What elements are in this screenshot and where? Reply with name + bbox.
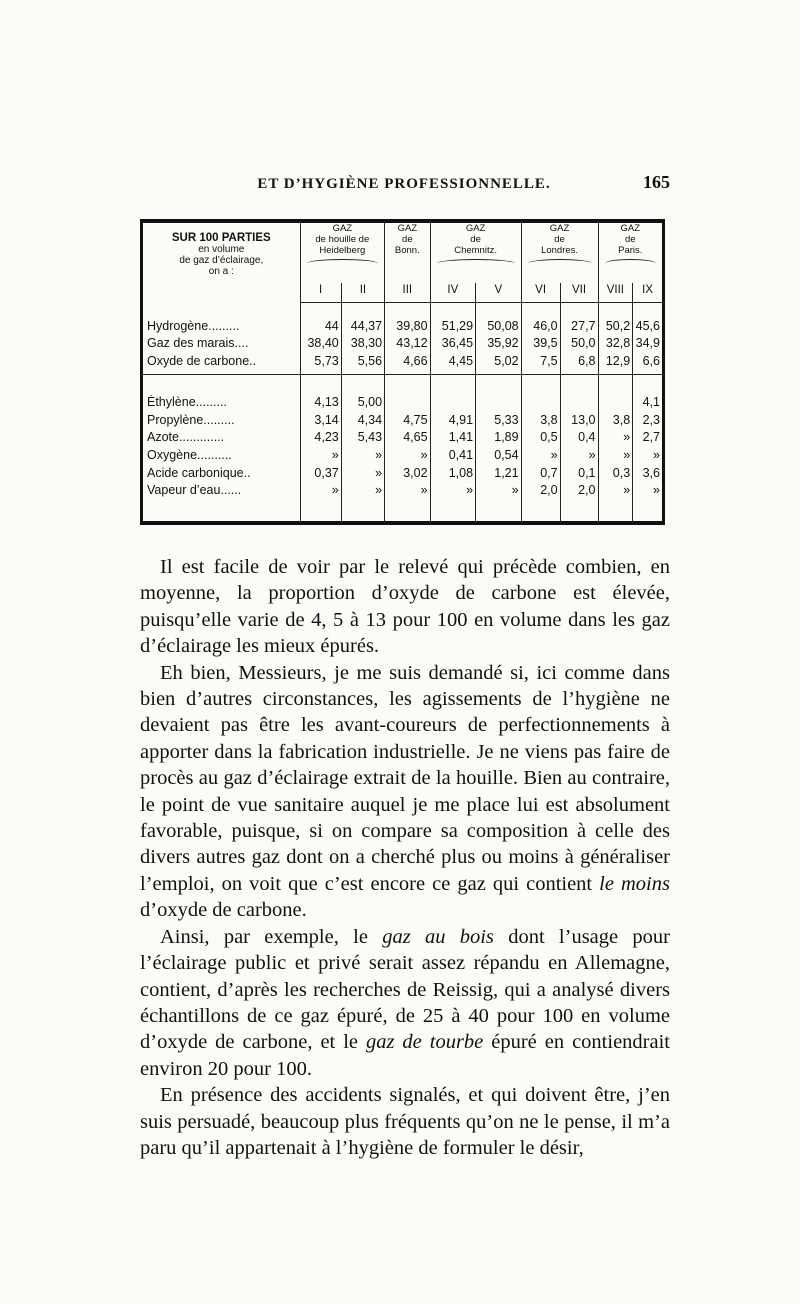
paragraph [140,1082,670,1161]
row-label: Oxygène.......... [147,448,232,462]
table-cell: 5,00 [341,395,384,413]
table-cell: 4,13 [300,395,341,413]
table-corner-heading [143,223,300,302]
group-name-line: GAZ [620,223,641,234]
table-cell: 51,29 [430,319,476,337]
table-cell: 50,08 [476,319,522,337]
table-cell: » [560,448,598,466]
table-cell [560,395,598,413]
row-label: Oxyde de carbone.. [147,353,257,368]
table-spacer [143,501,662,521]
group-heading [430,223,521,283]
table-head-groups [143,223,662,283]
table-cell: » [300,448,341,466]
column-number: III [385,283,431,302]
row-label: Propylène......... [147,412,235,427]
text-run: d’oxyde de carbone. [140,899,307,922]
table-cell: 4,66 [385,354,431,372]
table-cell: 6,8 [560,354,598,372]
table-row [143,413,662,431]
table-cell: 44,37 [341,319,384,337]
text-run: Il est facile de voir par le relevé qui précède combien, en moyenne, la proportion d’oxyde de carbone est élevée, puisqu’elle varie de 4, 5 à 13 pour 100 en volume dans les gaz d’éclairage les mieux épurés. [140,556,670,658]
row-label: Gaz des marais.... [147,336,249,351]
table-cell: 44 [300,319,341,337]
table-cell: 0,1 [560,466,598,484]
group-heading [521,223,598,283]
table-row [143,319,662,337]
group-name-line: de [554,234,565,245]
table-cell: » [598,483,633,501]
table-cell: 34,9 [633,336,662,354]
table-cell: 43,12 [385,336,431,354]
row-label: Acide carbonique.. [147,465,251,480]
table-spacer [143,374,662,395]
column-number: VIII [598,283,633,302]
row-label: Hydrogène......... [147,318,240,333]
table-cell: 0,4 [560,430,598,448]
table-cell: » [341,466,384,484]
table-spacer [143,302,662,319]
group-name-line: Chemnitz. [454,245,497,256]
page-number: 165 [643,172,670,192]
group-name-line: Londres. [541,245,579,256]
table-cell: 36,45 [430,336,476,354]
corner-line: on a : [208,266,234,277]
table-cell: 4,34 [341,413,384,431]
table-row [143,354,662,372]
column-number: IV [430,283,476,302]
table-cell: 32,8 [598,336,633,354]
row-label: Vapeur d’eau...... [147,483,242,498]
table-cell: 1,08 [430,466,476,484]
table-row [143,466,662,484]
group-brace [307,259,379,268]
group-name-line: de houille de [315,234,370,245]
paragraph [140,660,670,924]
corner-line: SUR 100 PARTIES [171,232,271,244]
group-heading [598,223,662,283]
group-name-line: GAZ [465,223,486,234]
column-number: VI [521,283,560,302]
table-minor-rows [143,395,662,501]
table-cell: 50,0 [560,336,598,354]
table-cell: 0,54 [476,448,522,466]
column-number: VII [560,283,598,302]
table-cell [521,395,560,413]
table-cell: 4,1 [633,395,662,413]
table-cell: 5,02 [476,354,522,372]
table-cell: 2,0 [521,483,560,501]
table-cell: 4,75 [385,413,431,431]
table-cell: 39,5 [521,336,560,354]
column-number: IX [633,283,662,302]
table-cell: » [521,448,560,466]
text-run: Ainsi, par exemple, le [160,925,383,948]
row-label: Éthylène......... [147,395,227,410]
group-brace [528,259,592,268]
table-row [143,395,662,413]
table-cell: » [341,483,384,501]
table-cell: » [341,448,384,466]
table-cell: 3,02 [385,466,431,484]
table-cell: » [633,483,662,501]
group-name-line: GAZ [549,223,570,234]
running-header [140,172,670,200]
table-cell: » [633,448,662,466]
group-name-line: de [470,234,481,245]
table-cell: » [385,448,431,466]
table-cell [598,395,633,413]
table-cell: » [430,483,476,501]
table-cell: 45,6 [633,319,662,337]
table-cell: 2,0 [560,483,598,501]
table-cell: 2,7 [633,430,662,448]
table-cell: 3,8 [521,413,560,431]
italic-text: gaz de tourbe [365,1031,484,1054]
italic-text: le moins [599,872,670,895]
text-run: Eh bien, Messieurs, je me suis demandé si, ici comme dans bien d’autres circonstances, les agissements de l’hygiène ne devaient pas être les avant-coureurs de perfectionnements à apporter dans la fabrication industrielle. Je ne viens pas faire de procès au gaz d’éclairage extrait de la houille. Bien au contraire, le point de vue sanitaire auquel je me place lui est absolument favorable, puisque, si on compare sa composition à celle des divers autres gaz dont on a cherché plus ou moins à généraliser l’emploi, on voit que c’est encore ce gaz qui contient [140,661,670,895]
table-row [143,430,662,448]
table-cell: 3,6 [633,466,662,484]
table-cell: 3,8 [598,413,633,431]
row-label: Azote............. [147,430,225,445]
table-row [143,448,662,466]
group-brace [605,259,656,268]
table-cell: » [476,483,522,501]
italic-text: gaz au bois [382,925,494,948]
table-cell: 0,37 [300,466,341,484]
column-number: II [341,283,384,302]
group-heading [300,223,385,283]
group-name-line: de [402,234,413,245]
table-cell: 1,89 [476,430,522,448]
table-cell: 38,40 [300,336,341,354]
table-row [143,336,662,354]
table-cell: 4,23 [300,430,341,448]
running-title: ET D’HYGIÈNE PROFESSIONNELLE. [257,176,551,192]
corner-line: de gaz d’éclairage, [179,255,264,266]
table-cell: 5,73 [300,354,341,372]
table-cell: » [385,483,431,501]
table-cell: » [598,430,633,448]
table-main-rows [143,319,662,372]
table-cell: 0,7 [521,466,560,484]
column-number: I [300,283,341,302]
table-cell [476,395,522,413]
table-cell: 35,92 [476,336,522,354]
table-cell: 0,41 [430,448,476,466]
paragraph [140,554,670,660]
table-cell: 3,14 [300,413,341,431]
table-row [143,483,662,501]
group-name-line: de [624,234,636,245]
table-cell: 39,80 [385,319,431,337]
table-cell: 27,7 [560,319,598,337]
group-name-line: Paris. [618,245,643,256]
table-cell [430,395,476,413]
table-cell: 6,6 [633,354,662,372]
table-cell: 46,0 [521,319,560,337]
table-cell: 7,5 [521,354,560,372]
group-brace [437,259,515,268]
table-cell: 12,9 [598,354,633,372]
group-name-line: GAZ [332,223,353,234]
text-run: En présence des accidents signalés, et qui doivent être, j’en suis persuadé, beaucoup plus fréquents qu’on ne le pense, il m’a paru qu’il appartenait à l’hygiène de formuler le désir, [140,1084,670,1159]
group-heading [385,223,431,283]
group-name-line: GAZ [397,223,418,234]
table-cell: 50,2 [598,319,633,337]
table-cell: 1,21 [476,466,522,484]
text-run: dont l’usage pour l’éclairage public et privé serait assez répandu en Allemagne, contient, d’après les recherches de Reissig, qui a analysé divers échantillons de ce gaz épuré, de 25 à 40 pour 100 en volume d’oxyde de carbone, et le [140,925,670,1054]
table-cell [385,395,431,413]
table-cell: 4,65 [385,430,431,448]
table-cell: 5,56 [341,354,384,372]
table-cell: 4,91 [430,413,476,431]
table-cell: 5,43 [341,430,384,448]
table-cell: 13,0 [560,413,598,431]
group-name-line: Bonn. [394,245,420,256]
table-cell: » [300,483,341,501]
table-cell: 2,3 [633,413,662,431]
column-number: V [476,283,522,302]
corner-line: en volume [198,244,245,255]
table-cell: 5,33 [476,413,522,431]
text-run: épuré en contiendrait environ 20 pour 100. [140,1031,670,1080]
table-cell: 0,3 [598,466,633,484]
gas-composition-table [140,219,665,525]
table-cell: 1,41 [430,430,476,448]
paragraph [140,924,670,1082]
table-cell: 0,5 [521,430,560,448]
gas-table [143,223,662,521]
body-text [140,554,670,1161]
table-cell: 38,30 [341,336,384,354]
table-cell: 4,45 [430,354,476,372]
table-cell: » [598,448,633,466]
group-name-line: Heidelberg [319,245,366,256]
